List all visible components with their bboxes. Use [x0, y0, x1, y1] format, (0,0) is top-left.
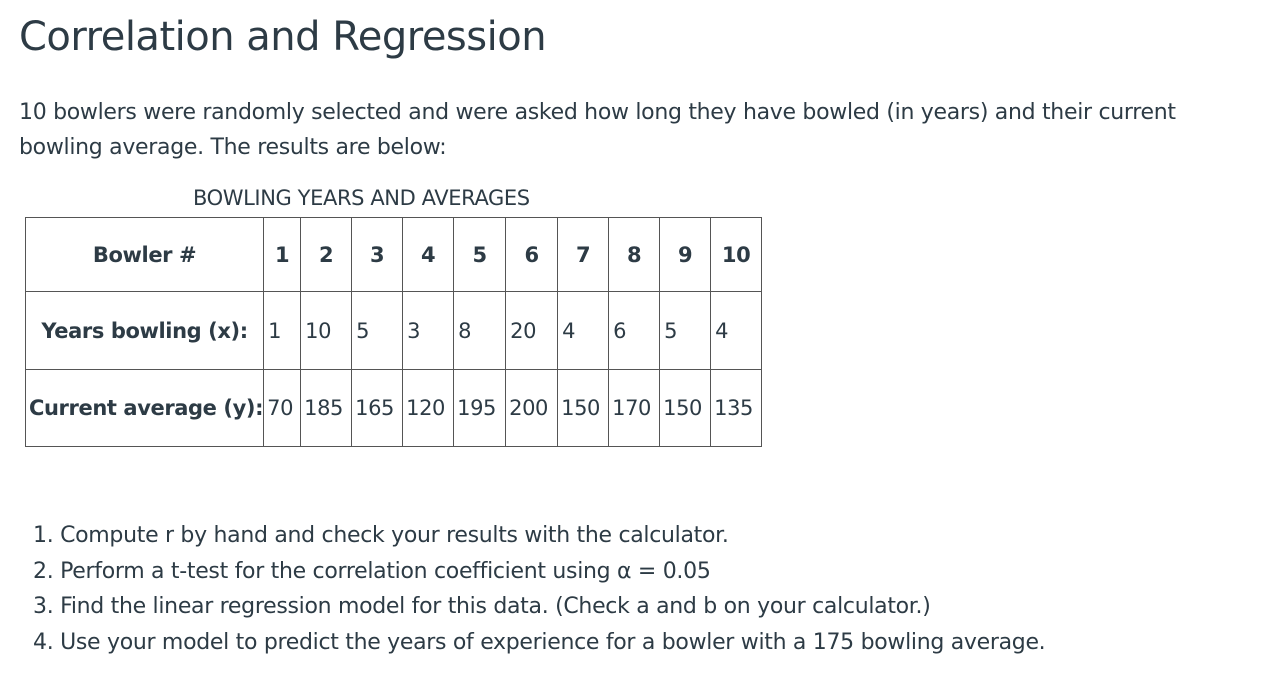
question-item: 2. Perform a t-test for the correlation coefficient using α = 0.05 [33, 558, 711, 584]
table-row-years-bowling [26, 292, 762, 370]
table-cell: 200 [506, 370, 558, 447]
row-label-years-bowling: Years bowling (x): [26, 292, 264, 370]
table-cell: 9 [660, 218, 711, 292]
question-item: 1. Compute r by hand and check your results with the calculator. [33, 523, 729, 548]
table-cell: 165 [352, 370, 403, 447]
table-cell: 3 [352, 218, 403, 292]
table-cell: 6 [506, 218, 558, 292]
table-caption: BOWLING YEARS AND AVERAGES [193, 186, 530, 210]
table-cell: 150 [660, 370, 711, 447]
table-cell: 4 [558, 292, 609, 370]
table-cell: 3 [403, 292, 454, 370]
table-cell: 6 [609, 292, 660, 370]
page-title: Correlation and Regression [19, 14, 547, 60]
table-cell: 195 [454, 370, 506, 447]
table-cell: 20 [506, 292, 558, 370]
table-row-bowler-number [26, 218, 762, 292]
table-cell: 10 [711, 218, 762, 292]
table-cell: 4 [403, 218, 454, 292]
table-cell: 4 [711, 292, 762, 370]
table-cell: 5 [454, 218, 506, 292]
row-label-bowler-number: Bowler # [26, 218, 264, 292]
row-label-current-average: Current average (y): [26, 370, 264, 447]
question-item: 3. Find the linear regression model for this data. (Check a and b on your calculator.) [33, 594, 931, 619]
question-item: 4. Use your model to predict the years of experience for a bowler with a 175 bowling average. [33, 629, 1046, 655]
table-cell: 5 [660, 292, 711, 370]
table-cell: 70 [264, 370, 301, 447]
table-cell: 135 [711, 370, 762, 447]
table-cell: 8 [454, 292, 506, 370]
table-cell: 170 [609, 370, 660, 447]
table-cell: 8 [609, 218, 660, 292]
table-cell: 185 [301, 370, 352, 447]
table-cell: 120 [403, 370, 454, 447]
table-cell: 10 [301, 292, 352, 370]
table-cell: 1 [264, 292, 301, 370]
table-cell: 150 [558, 370, 609, 447]
bowling-data-table [25, 217, 762, 447]
table-cell: 7 [558, 218, 609, 292]
intro-paragraph: 10 bowlers were randomly selected and were asked how long they have bowled (in years) and their current bowling average. The results are below: [19, 100, 1176, 160]
question-list [33, 518, 1045, 660]
table-row-current-average [26, 370, 762, 447]
table-cell: 1 [264, 218, 301, 292]
table-cell: 2 [301, 218, 352, 292]
table-cell: 5 [352, 292, 403, 370]
